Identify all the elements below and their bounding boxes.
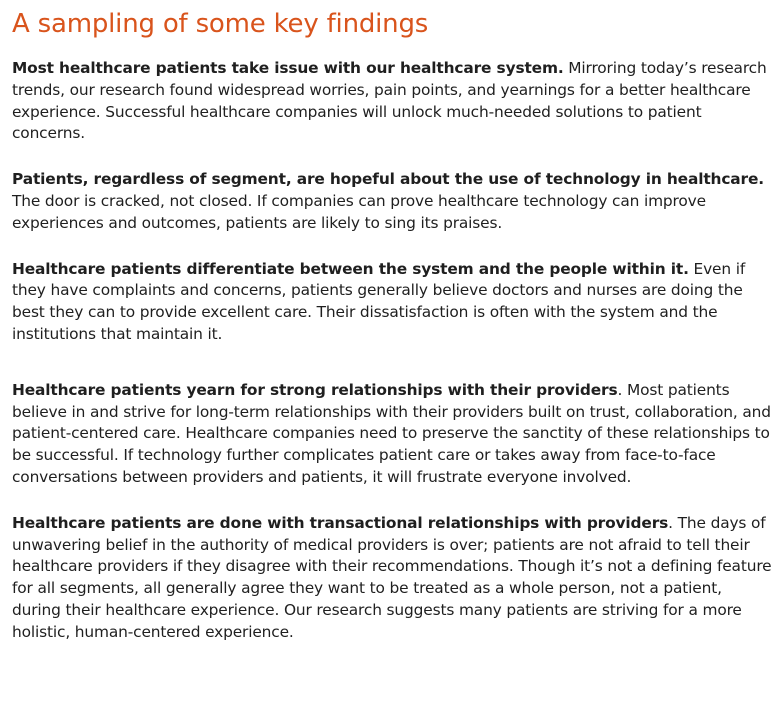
finding-lead: Most healthcare patients take issue with our healthcare system. [12,59,564,77]
finding-body: Mirroring today’s research trends, our research found widespread worries, pain points, and yearnings for a better healthcare experience. Successful healthcare companies will unlock much-needed solutions to patient concerns. [12,59,767,143]
finding-lead: Patients, regardless of segment, are hopeful about the use of technology in healthcare. [12,170,764,189]
finding-body: Even if they have complaints and concerns, patients generally believe doctors and nurses are doing the best they can to provide excellent care. Their dissatisfaction is often with the system and the institutions that maintain it. [12,259,746,343]
finding-body: . Most patients believe in and strive for long-term relationships with their providers built on trust, collaboration, and patient-centered care. Healthcare companies need to preserve the sanctity of these relationships to be successful. If technology further complicates patient care or takes away from face-to-face conversations between providers and patients, it will frustrate everyone involved. [12,380,771,486]
finding-lead: Healthcare patients yearn for strong relationships with their providers [12,380,618,399]
finding-paragraph-3 [12,259,772,346]
finding-paragraph-5 [12,513,772,644]
finding-paragraph-4 [12,380,772,489]
finding-body: . The days of unwavering belief in the authority of medical providers is over; patients are not afraid to tell their healthcare providers if they disagree with their recommendations. Though it’s not a defining feature for all segments, all generally agree they want to be treated as a whole person, not a patient, during their healthcare experience. Our research suggests many patients are striving for a more holistic, human-centered experience. [12,513,772,641]
document-page [12,0,772,644]
finding-body: The door is cracked, not closed. If companies can prove healthcare technology can improve experiences and outcomes, patients are likely to sing its praises. [12,191,706,232]
finding-lead: Healthcare patients are done with transactional relationships with providers [12,513,669,532]
finding-paragraph-1 [12,58,772,145]
finding-paragraph-2 [12,169,772,234]
page-title: A sampling of some key findings [12,9,429,39]
finding-lead: Healthcare patients differentiate between the system and the people within it. [12,259,689,278]
